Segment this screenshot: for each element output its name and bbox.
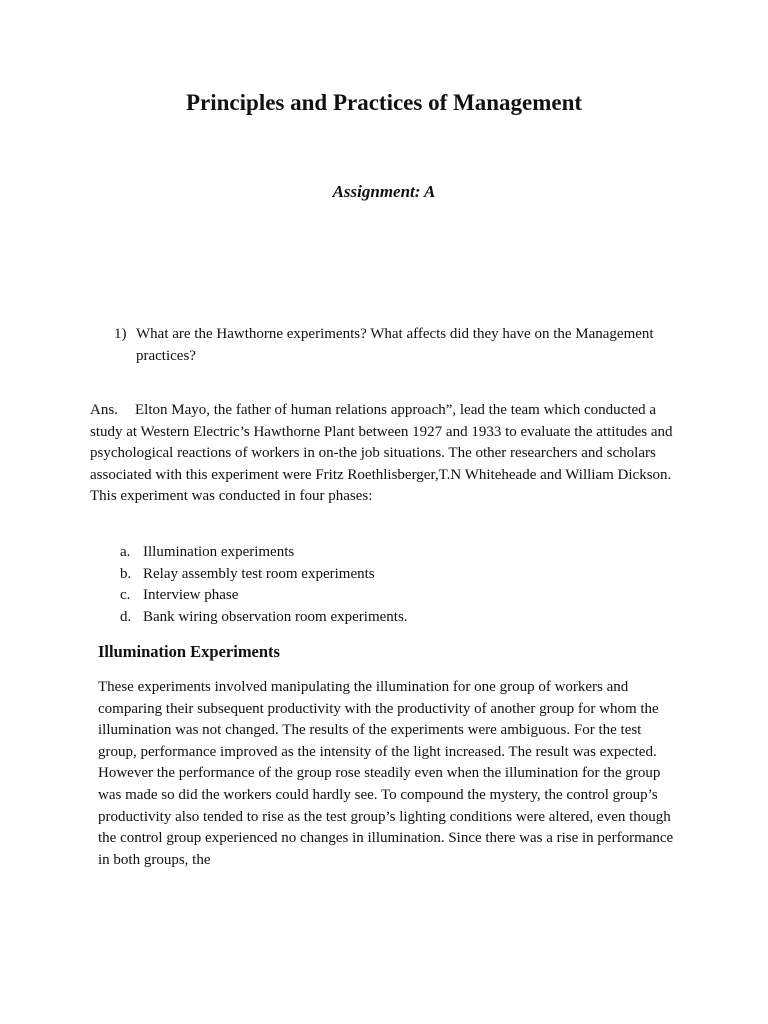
section-body: These experiments involved manipulating the illumination for one group of workers and comparing their subsequent productivity with the productivity of another group for whom the illumination was not changed. The results of the experiments were ambiguous. For the test group, performance improved as the intensity of the light increased. The result was expected. However the performance of the group rose steadily even when the illumination for the group was made so did the workers could hardly see. To compound the mystery, the control group’s productivity also tended to rise as the test group’s lighting conditions were altered, even though the control group experienced no changes in illumination. Since there was a rise in performance in both groups, the: [98, 679, 674, 868]
list-item: [120, 585, 620, 607]
question-item: [114, 323, 674, 367]
question-text: What are the Hawthorne experiments? What affects did they have on the Management practices?: [136, 326, 654, 364]
list-item-letter: d.: [120, 609, 132, 626]
list-item-text: Illumination experiments: [143, 544, 295, 560]
list-item: [120, 607, 620, 629]
answer-label: Ans.: [90, 402, 118, 418]
assignment-subtitle: Assignment: A: [332, 182, 436, 201]
phase-list: [120, 542, 620, 629]
list-item-letter: c.: [120, 587, 131, 604]
answer-paragraph: [90, 400, 680, 508]
list-item: [120, 542, 620, 564]
list-item-letter: a.: [120, 544, 131, 560]
answer-text: Elton Mayo, the father of human relations approach”, lead the team which conducted a study at Western Electric’s Hawthorne Plant between 1927 and 1933 to evaluate the attitudes and psychological reactions of workers in on-the job situations. The other researchers and scholars associated with this experiment were Fritz Roethlisberger,T.N Whiteheade and William Dickson. This experiment was conducted in four phases:: [90, 402, 673, 504]
list-item-text: Interview phase: [143, 587, 239, 604]
list-item-text: Relay assembly test room experiments: [143, 565, 375, 582]
list-item: [120, 564, 620, 586]
section-heading: Illumination Experiments: [98, 642, 280, 661]
list-item-text: Bank wiring observation room experiments.: [143, 609, 408, 626]
question-number: 1): [114, 326, 127, 342]
document-title: Principles and Practices of Management: [185, 90, 583, 115]
list-item-letter: b.: [120, 565, 132, 582]
